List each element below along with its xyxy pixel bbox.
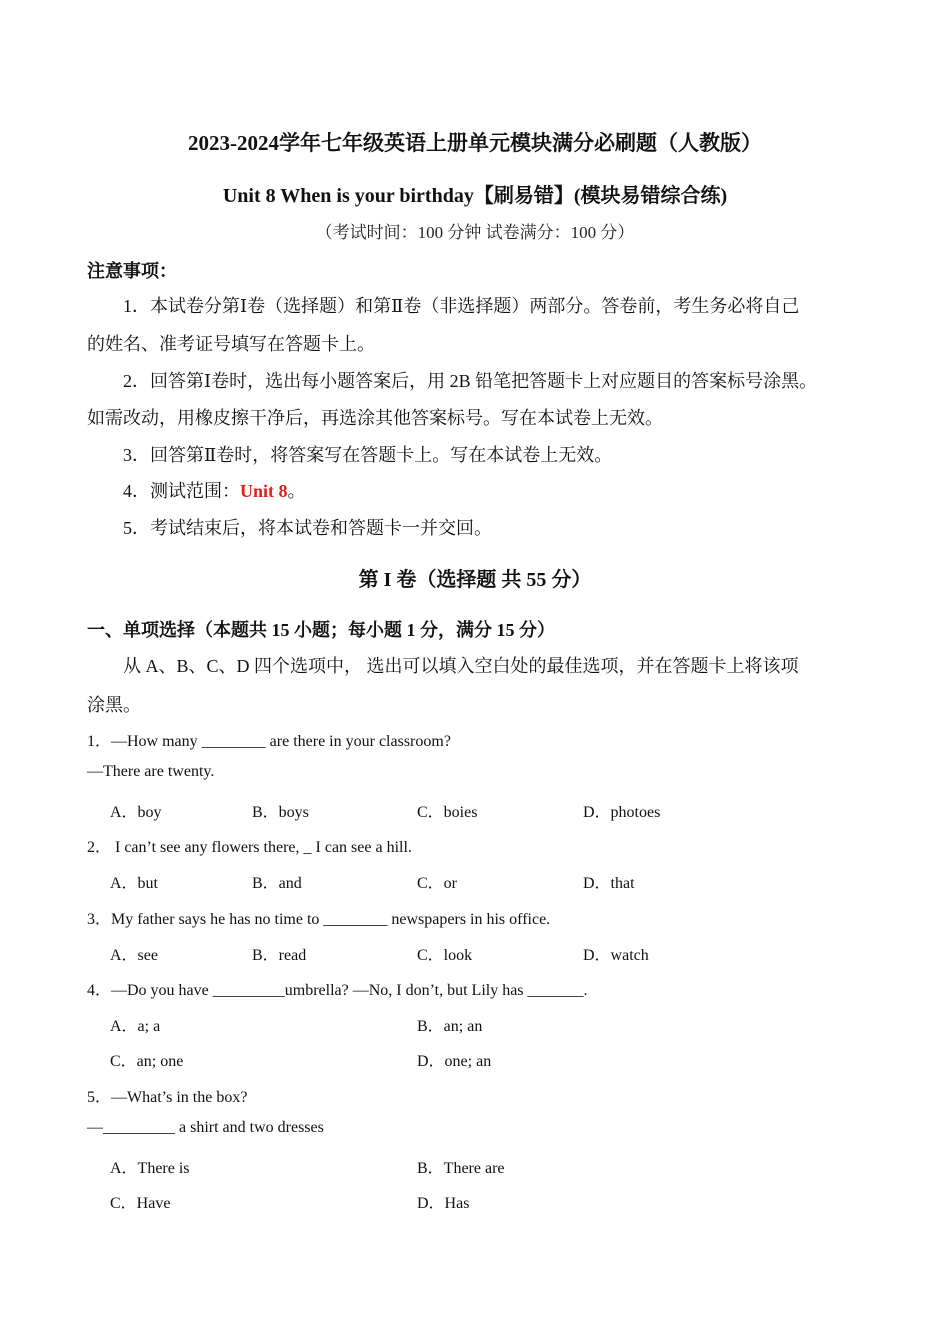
question-3-option-a: A．see — [110, 947, 158, 964]
note-item-4-prefix: 4．测试范围： — [123, 481, 240, 501]
question-4-stem: 4．—Do you have _________umbrella? —No, I don’t, but Lily has _______. — [87, 982, 588, 999]
question-5-option-b: B．There are — [417, 1160, 505, 1177]
instruction-line-2: 涂黑。 — [87, 695, 141, 715]
note-item-2-line-1: 2．回答第Ⅰ卷时，选出每小题答案后，用 2B 铅笔把答题卡上对应题目的答案标号涂黑。 — [123, 371, 818, 391]
note-item-4 — [123, 477, 306, 503]
question-4-option-b: B．an; an — [417, 1018, 483, 1035]
question-4-option-c: C．an; one — [110, 1053, 184, 1070]
question-2-option-c: C．or — [417, 875, 458, 892]
question-1-option-d: D．photoes — [583, 804, 661, 821]
page-subtitle: Unit 8 When is your birthday【刷易错】(模块易错综合练) — [222, 185, 728, 207]
question-2-option-b: B．and — [252, 875, 302, 892]
question-5-option-a: A．There is — [110, 1160, 190, 1177]
note-item-5: 5．考试结束后，将本试卷和答题卡一并交回。 — [123, 518, 492, 538]
section-1-title: 一、单项选择（本题共 15 小题；每小题 1 分，满分 15 分） — [87, 620, 555, 640]
question-1-reply: —There are twenty. — [87, 763, 215, 780]
question-5-option-c: C．Have — [110, 1195, 171, 1212]
question-5-option-d: D．Has — [417, 1195, 470, 1212]
note-item-1-line-1: 1．本试卷分第Ⅰ卷（选择题）和第Ⅱ卷（非选择题）两部分。答卷前，考生务必将自己 — [123, 296, 800, 316]
part-1-heading: 第 I 卷（选择题 共 55 分） — [358, 569, 592, 591]
question-1-option-c: C．boies — [417, 804, 478, 821]
instruction-line-1: 从 A、B、C、D 四个选项中， 选出可以填入空白处的最佳选项，并在答题卡上将该项 — [123, 656, 799, 676]
question-3-option-d: D．watch — [583, 947, 649, 964]
question-1-stem: 1．—How many ________ are there in your classroom? — [87, 733, 451, 750]
page-title: 2023-2024学年七年级英语上册单元模块满分必刷题（人教版） — [188, 131, 762, 155]
question-4-option-d: D．one; an — [417, 1053, 492, 1070]
note-item-3: 3．回答第Ⅱ卷时，将答案写在答题卡上。写在本试卷上无效。 — [123, 445, 613, 465]
question-2-stem: 2． I can’t see any flowers there, _ I can see a hill. — [87, 839, 412, 856]
note-item-1-line-2: 的姓名、准考证号填写在答题卡上。 — [87, 334, 375, 354]
question-5-reply: —_________ a shirt and two dresses — [87, 1119, 324, 1136]
question-3-option-b: B．read — [252, 947, 307, 964]
question-3-stem: 3．My father says he has no time to ________ newspapers in his office. — [87, 911, 551, 928]
note-item-2-line-2: 如需改动，用橡皮擦干净后，再选涂其他答案标号。写在本试卷上无效。 — [87, 408, 663, 428]
note-item-4-suffix: 。 — [287, 481, 306, 501]
question-1-option-a: A．boy — [110, 804, 162, 821]
question-3-option-c: C．look — [417, 947, 473, 964]
exam-info: （考试时间：100 分钟 试卷满分：100 分） — [315, 223, 635, 242]
question-5-stem: 5．—What’s in the box? — [87, 1089, 248, 1106]
notes-heading: 注意事项： — [87, 261, 177, 281]
question-2-option-a: A．but — [110, 875, 159, 892]
test-scope: Unit 8 — [240, 481, 288, 501]
question-2-option-d: D．that — [583, 875, 635, 892]
question-4-option-a: A．a; a — [110, 1018, 161, 1035]
question-1-option-b: B．boys — [252, 804, 309, 821]
